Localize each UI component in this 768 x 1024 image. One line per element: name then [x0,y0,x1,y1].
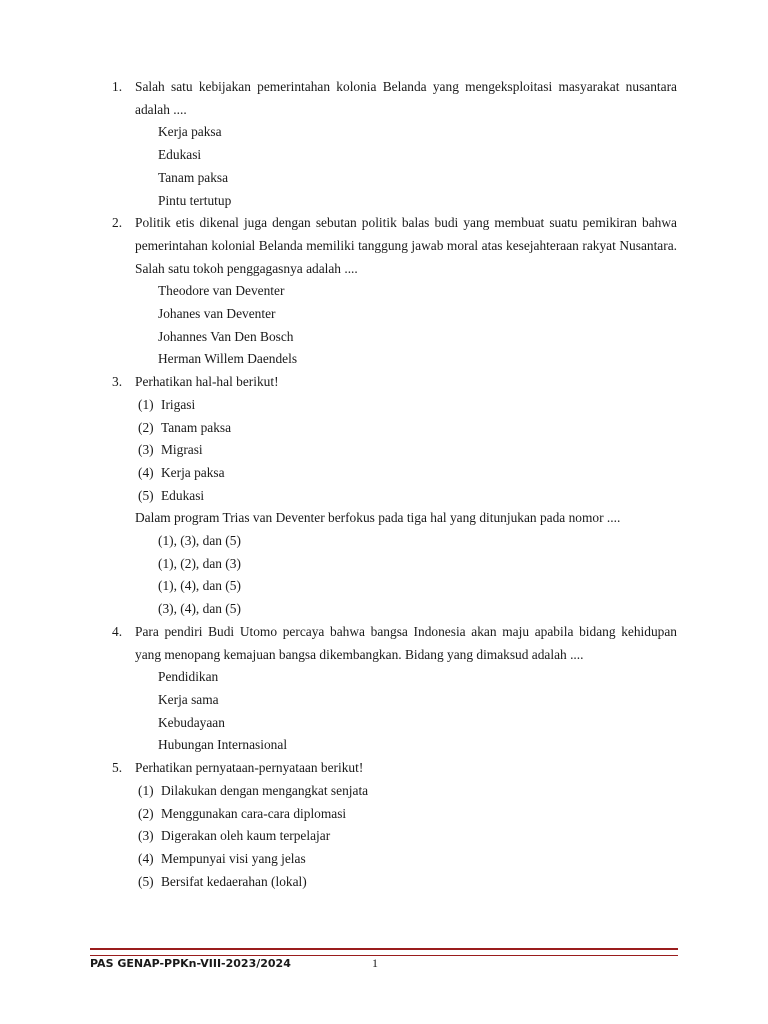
option: (1), (3), dan (5) [158,533,241,549]
statement-number: (2) [138,805,154,821]
statement-item [135,848,677,871]
statement-item [135,825,677,848]
footer-label: PAS GENAP-PPKn-VIII-2023/2024 [90,957,291,970]
option: Johannes Van Den Bosch [158,328,294,344]
option: (1), (2), dan (3) [158,555,241,571]
statement-text: Migrasi [161,442,203,458]
footer-divider [90,948,678,956]
statement-text: Bersifat kedaerahan (lokal) [161,873,307,889]
option: Kerja paksa [158,124,222,140]
statement-item [135,417,677,440]
statement-text: Mempunyai visi yang jelas [161,850,306,866]
statement-number: (1) [138,396,154,412]
statement-text: Dilakukan dengan mengangkat senjata [161,782,369,798]
statement-item [135,485,677,508]
statement-item [135,462,677,485]
statement-number: (1) [138,782,154,798]
statement-text: Tanam paksa [161,419,232,435]
question-text: Salah satu kebijakan pemerintahan kolonia Belanda yang mengeksploitasi masyarakat nusantara adalah .... [135,79,677,117]
question-number: 4. [112,623,123,639]
option: Hubungan Internasional [158,737,288,753]
option: Johanes van Deventer [158,306,276,322]
question-number: 3. [112,374,123,390]
option: Pintu tertutup [158,192,232,208]
statement-number: (5) [138,873,154,889]
option: Theodore van Deventer [158,283,285,299]
question-4 [112,621,677,757]
option: Herman Willem Daendels [158,351,298,367]
statement-item [135,394,677,417]
option: Kerja sama [158,691,219,707]
statement-text: Digerakan oleh kaum terpelajar [161,828,331,844]
page-number: 1 [372,956,378,970]
question-text: Perhatikan hal-hal berikut! [135,374,279,390]
question-3 [112,371,677,621]
statement-item [135,871,677,894]
statement-text: Kerja paksa [161,464,225,480]
statement-number: (4) [138,850,154,866]
question-number: 2. [112,215,123,231]
statement-number: (2) [138,419,154,435]
question-text: Perhatikan pernyataan-pernyataan berikut! [135,760,364,776]
option: Kebudayaan [158,714,225,730]
question-5 [112,757,677,893]
question-text: Para pendiri Budi Utomo percaya bahwa bangsa Indonesia akan maju apabila bidang kehidupan yang menopang kemajuan bangsa dikembangkan. Bidang yang dimaksud adalah .... [135,623,677,662]
statement-text: Edukasi [161,487,205,503]
question-prompt: Dalam program Trias van Deventer berfokus pada tiga hal yang ditunjukan pada nomor .... [135,510,621,526]
question-2 [112,212,677,371]
question-1 [112,76,677,212]
statement-item [135,439,677,462]
option: Edukasi [158,147,202,163]
question-list [112,76,677,893]
option: Tanam paksa [158,169,229,185]
statement-number: (4) [138,464,154,480]
statement-number: (3) [138,828,154,844]
statement-number: (3) [138,442,154,458]
statement-item [135,780,677,803]
question-number: 5. [112,760,123,776]
statement-number: (5) [138,487,154,503]
question-text: Politik etis dikenal juga dengan sebutan politik balas budi yang membuat suatu pemikiran bahwa pemerintahan kolonial Belanda memiliki tanggung jawab moral atas kesejahteraan rakyat Nusantara. Salah satu tokoh penggagasnya adalah .... [135,215,677,276]
option: (1), (4), dan (5) [158,578,241,594]
option: (3), (4), dan (5) [158,601,241,617]
statement-item [135,803,677,826]
statement-text: Irigasi [161,396,196,412]
option: Pendidikan [158,669,219,685]
question-number: 1. [112,79,123,94]
statement-text: Menggunakan cara-cara diplomasi [161,805,347,821]
